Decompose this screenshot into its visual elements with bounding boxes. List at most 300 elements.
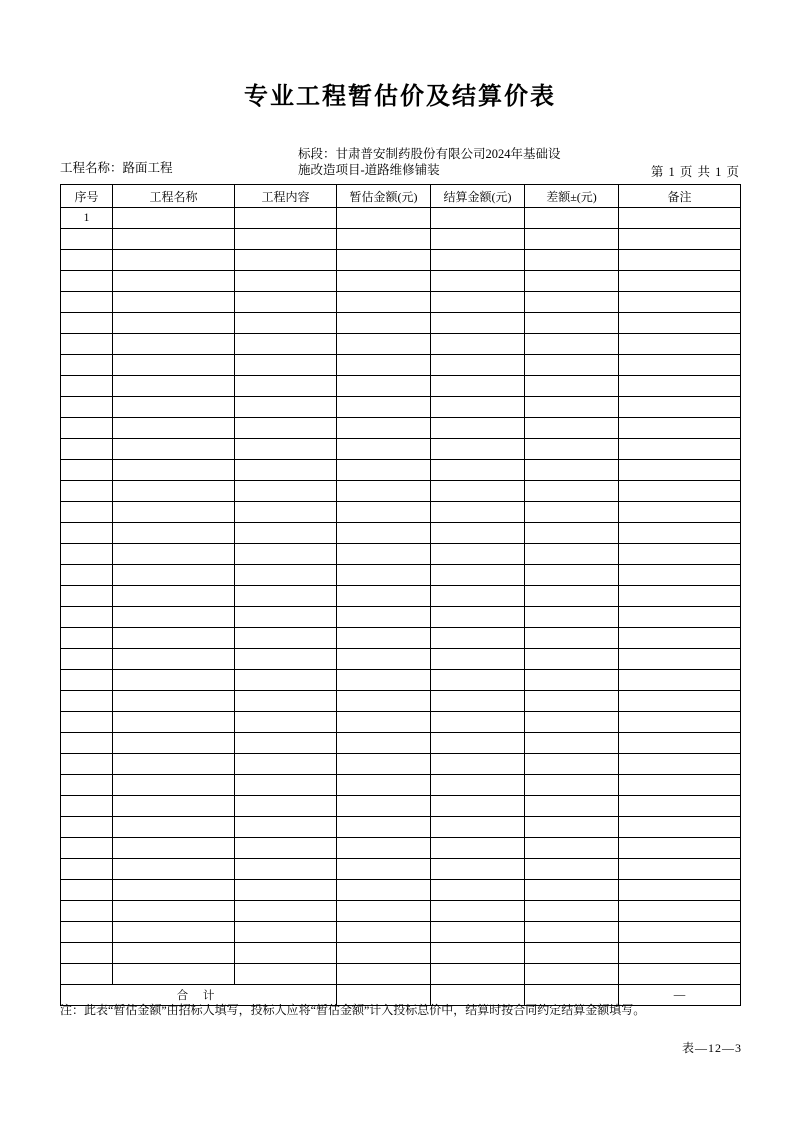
- cell-project-content[interactable]: [235, 901, 337, 922]
- cell-project-name[interactable]: [113, 943, 235, 964]
- cell-remark[interactable]: [619, 901, 741, 922]
- cell-remark[interactable]: [619, 292, 741, 313]
- cell-project-content[interactable]: [235, 607, 337, 628]
- cell-project-name[interactable]: [113, 271, 235, 292]
- total-remark: —: [619, 985, 741, 1006]
- cell-project-content[interactable]: [235, 628, 337, 649]
- cell-project-content[interactable]: [235, 313, 337, 334]
- cell-remark[interactable]: [619, 355, 741, 376]
- cell-difference[interactable]: [525, 670, 619, 691]
- cell-seq[interactable]: [61, 292, 113, 313]
- cell-project-content[interactable]: [235, 964, 337, 985]
- cell-project-content[interactable]: [235, 250, 337, 271]
- cell-seq[interactable]: [61, 859, 113, 880]
- cell-project-name[interactable]: [113, 901, 235, 922]
- cell-seq[interactable]: [61, 544, 113, 565]
- cell-project-content[interactable]: [235, 376, 337, 397]
- table-row[interactable]: [61, 733, 741, 754]
- cell-seq[interactable]: [61, 334, 113, 355]
- cell-settlement-amount[interactable]: [431, 502, 525, 523]
- cell-settlement-amount[interactable]: [431, 922, 525, 943]
- cell-project-name[interactable]: [113, 628, 235, 649]
- cell-project-content[interactable]: [235, 229, 337, 250]
- cell-project-content[interactable]: [235, 397, 337, 418]
- cell-estimated-amount[interactable]: [337, 355, 431, 376]
- table-row[interactable]: [61, 544, 741, 565]
- page-number: 第 1 页 共 1 页: [650, 165, 740, 179]
- cell-difference[interactable]: [525, 544, 619, 565]
- cell-remark[interactable]: [619, 586, 741, 607]
- cell-project-content[interactable]: [235, 922, 337, 943]
- cell-difference[interactable]: [525, 586, 619, 607]
- cell-project-content[interactable]: [235, 355, 337, 376]
- cell-estimated-amount[interactable]: [337, 838, 431, 859]
- cell-remark[interactable]: [619, 964, 741, 985]
- cell-project-content[interactable]: [235, 208, 337, 229]
- cell-settlement-amount[interactable]: [431, 670, 525, 691]
- cell-remark[interactable]: [619, 754, 741, 775]
- cell-difference[interactable]: [525, 355, 619, 376]
- cell-remark[interactable]: [619, 271, 741, 292]
- table-row[interactable]: [61, 208, 741, 229]
- cell-estimated-amount[interactable]: [337, 817, 431, 838]
- cell-difference[interactable]: [525, 376, 619, 397]
- cell-seq[interactable]: [61, 523, 113, 544]
- table-row[interactable]: [61, 355, 741, 376]
- cell-seq[interactable]: [61, 313, 113, 334]
- cell-estimated-amount[interactable]: [337, 964, 431, 985]
- cell-settlement-amount[interactable]: [431, 208, 525, 229]
- cell-settlement-amount[interactable]: [431, 943, 525, 964]
- cell-project-name[interactable]: [113, 544, 235, 565]
- table-row[interactable]: [61, 712, 741, 733]
- cell-seq[interactable]: [61, 628, 113, 649]
- cell-project-name[interactable]: [113, 712, 235, 733]
- cell-estimated-amount[interactable]: [337, 607, 431, 628]
- cell-settlement-amount[interactable]: [431, 460, 525, 481]
- table-row[interactable]: [61, 292, 741, 313]
- cell-estimated-amount[interactable]: [337, 313, 431, 334]
- table-row[interactable]: [61, 607, 741, 628]
- cell-difference[interactable]: [525, 313, 619, 334]
- cell-settlement-amount[interactable]: [431, 901, 525, 922]
- table-row[interactable]: [61, 880, 741, 901]
- cell-seq[interactable]: [61, 250, 113, 271]
- cell-difference[interactable]: [525, 208, 619, 229]
- cell-settlement-amount[interactable]: [431, 733, 525, 754]
- cell-project-name[interactable]: [113, 376, 235, 397]
- cell-difference[interactable]: [525, 964, 619, 985]
- cell-estimated-amount[interactable]: [337, 733, 431, 754]
- cell-estimated-amount[interactable]: [337, 586, 431, 607]
- cell-remark[interactable]: [619, 775, 741, 796]
- cell-project-content[interactable]: [235, 586, 337, 607]
- cell-estimated-amount[interactable]: [337, 691, 431, 712]
- cell-settlement-amount[interactable]: [431, 418, 525, 439]
- table-row[interactable]: [61, 817, 741, 838]
- cell-seq[interactable]: [61, 733, 113, 754]
- cell-remark[interactable]: [619, 523, 741, 544]
- cell-project-name[interactable]: [113, 208, 235, 229]
- cell-seq[interactable]: [61, 376, 113, 397]
- cell-seq[interactable]: [61, 691, 113, 712]
- cell-project-name[interactable]: [113, 649, 235, 670]
- cell-remark[interactable]: [619, 481, 741, 502]
- cell-difference[interactable]: [525, 271, 619, 292]
- cell-project-content[interactable]: [235, 838, 337, 859]
- cell-difference[interactable]: [525, 292, 619, 313]
- cell-estimated-amount[interactable]: [337, 460, 431, 481]
- cell-estimated-amount[interactable]: [337, 334, 431, 355]
- cell-settlement-amount[interactable]: [431, 796, 525, 817]
- cell-difference[interactable]: [525, 691, 619, 712]
- cell-project-content[interactable]: [235, 712, 337, 733]
- cell-difference[interactable]: [525, 796, 619, 817]
- cell-settlement-amount[interactable]: [431, 880, 525, 901]
- cell-difference[interactable]: [525, 754, 619, 775]
- cell-project-name[interactable]: [113, 460, 235, 481]
- cell-seq[interactable]: [61, 502, 113, 523]
- cell-settlement-amount[interactable]: [431, 334, 525, 355]
- cell-settlement-amount[interactable]: [431, 250, 525, 271]
- cell-estimated-amount[interactable]: [337, 775, 431, 796]
- cell-remark[interactable]: [619, 229, 741, 250]
- table-row[interactable]: [61, 397, 741, 418]
- cell-seq[interactable]: [61, 607, 113, 628]
- cell-project-name[interactable]: [113, 775, 235, 796]
- cell-project-name[interactable]: [113, 691, 235, 712]
- cell-project-name[interactable]: [113, 922, 235, 943]
- cell-remark[interactable]: [619, 334, 741, 355]
- column-header-project-content: 工程内容: [235, 185, 337, 208]
- estimate-table: [60, 184, 741, 1006]
- cell-estimated-amount[interactable]: [337, 544, 431, 565]
- cell-remark[interactable]: [619, 796, 741, 817]
- table-row[interactable]: [61, 586, 741, 607]
- cell-estimated-amount[interactable]: [337, 250, 431, 271]
- cell-project-name[interactable]: [113, 313, 235, 334]
- cell-remark[interactable]: [619, 607, 741, 628]
- table-row[interactable]: [61, 271, 741, 292]
- table-row[interactable]: [61, 838, 741, 859]
- cell-estimated-amount[interactable]: [337, 901, 431, 922]
- cell-difference[interactable]: [525, 418, 619, 439]
- cell-difference[interactable]: [525, 481, 619, 502]
- cell-settlement-amount[interactable]: [431, 271, 525, 292]
- table-row[interactable]: [61, 943, 741, 964]
- cell-project-content[interactable]: [235, 502, 337, 523]
- cell-settlement-amount[interactable]: [431, 817, 525, 838]
- cell-project-content[interactable]: [235, 418, 337, 439]
- cell-project-content[interactable]: [235, 943, 337, 964]
- cell-estimated-amount[interactable]: [337, 418, 431, 439]
- cell-difference[interactable]: [525, 334, 619, 355]
- cell-settlement-amount[interactable]: [431, 376, 525, 397]
- cell-project-content[interactable]: [235, 817, 337, 838]
- cell-difference[interactable]: [525, 649, 619, 670]
- cell-project-name[interactable]: [113, 418, 235, 439]
- cell-remark[interactable]: [619, 460, 741, 481]
- table-row[interactable]: [61, 502, 741, 523]
- cell-estimated-amount[interactable]: [337, 649, 431, 670]
- table-row[interactable]: [61, 439, 741, 460]
- cell-settlement-amount[interactable]: [431, 607, 525, 628]
- cell-settlement-amount[interactable]: [431, 229, 525, 250]
- cell-difference[interactable]: [525, 712, 619, 733]
- cell-project-name[interactable]: [113, 439, 235, 460]
- cell-project-content[interactable]: [235, 796, 337, 817]
- cell-project-name[interactable]: [113, 754, 235, 775]
- cell-seq[interactable]: [61, 775, 113, 796]
- cell-difference[interactable]: [525, 439, 619, 460]
- cell-difference[interactable]: [525, 460, 619, 481]
- cell-settlement-amount[interactable]: [431, 439, 525, 460]
- cell-settlement-amount[interactable]: [431, 481, 525, 502]
- cell-remark[interactable]: [619, 250, 741, 271]
- cell-estimated-amount[interactable]: [337, 523, 431, 544]
- table-row[interactable]: [61, 922, 741, 943]
- cell-project-content[interactable]: [235, 775, 337, 796]
- cell-difference[interactable]: [525, 733, 619, 754]
- cell-remark[interactable]: [619, 565, 741, 586]
- table-row[interactable]: [61, 649, 741, 670]
- cell-settlement-amount[interactable]: [431, 355, 525, 376]
- cell-settlement-amount[interactable]: [431, 565, 525, 586]
- cell-project-name[interactable]: [113, 502, 235, 523]
- table-row[interactable]: [61, 754, 741, 775]
- cell-seq[interactable]: [61, 901, 113, 922]
- cell-settlement-amount[interactable]: [431, 292, 525, 313]
- table-row[interactable]: [61, 313, 741, 334]
- table-row[interactable]: [61, 565, 741, 586]
- cell-project-content[interactable]: [235, 880, 337, 901]
- cell-remark[interactable]: [619, 922, 741, 943]
- cell-estimated-amount[interactable]: [337, 712, 431, 733]
- cell-seq[interactable]: [61, 460, 113, 481]
- cell-project-content[interactable]: [235, 460, 337, 481]
- cell-estimated-amount[interactable]: [337, 397, 431, 418]
- cell-settlement-amount[interactable]: [431, 754, 525, 775]
- cell-remark[interactable]: [619, 502, 741, 523]
- cell-project-content[interactable]: [235, 565, 337, 586]
- cell-seq[interactable]: [61, 586, 113, 607]
- table-row[interactable]: [61, 796, 741, 817]
- table-row[interactable]: [61, 859, 741, 880]
- cell-difference[interactable]: [525, 502, 619, 523]
- cell-project-content[interactable]: [235, 523, 337, 544]
- cell-project-content[interactable]: [235, 670, 337, 691]
- cell-remark[interactable]: [619, 628, 741, 649]
- cell-settlement-amount[interactable]: [431, 586, 525, 607]
- cell-estimated-amount[interactable]: [337, 754, 431, 775]
- cell-estimated-amount[interactable]: [337, 628, 431, 649]
- cell-difference[interactable]: [525, 523, 619, 544]
- cell-project-content[interactable]: [235, 649, 337, 670]
- cell-remark[interactable]: [619, 733, 741, 754]
- cell-seq[interactable]: [61, 880, 113, 901]
- cell-seq[interactable]: 1: [61, 208, 113, 229]
- table-row[interactable]: [61, 670, 741, 691]
- cell-difference[interactable]: [525, 607, 619, 628]
- cell-remark[interactable]: [619, 208, 741, 229]
- cell-project-content[interactable]: [235, 481, 337, 502]
- cell-difference[interactable]: [525, 922, 619, 943]
- cell-difference[interactable]: [525, 901, 619, 922]
- cell-seq[interactable]: [61, 964, 113, 985]
- cell-estimated-amount[interactable]: [337, 796, 431, 817]
- cell-settlement-amount[interactable]: [431, 775, 525, 796]
- cell-estimated-amount[interactable]: [337, 292, 431, 313]
- table-row[interactable]: [61, 229, 741, 250]
- cell-remark[interactable]: [619, 859, 741, 880]
- cell-seq[interactable]: [61, 754, 113, 775]
- cell-estimated-amount[interactable]: [337, 922, 431, 943]
- cell-project-name[interactable]: [113, 397, 235, 418]
- cell-project-name[interactable]: [113, 670, 235, 691]
- cell-remark[interactable]: [619, 670, 741, 691]
- cell-remark[interactable]: [619, 712, 741, 733]
- cell-estimated-amount[interactable]: [337, 439, 431, 460]
- cell-estimated-amount[interactable]: [337, 271, 431, 292]
- cell-difference[interactable]: [525, 838, 619, 859]
- table-row[interactable]: [61, 460, 741, 481]
- cell-settlement-amount[interactable]: [431, 691, 525, 712]
- table-row[interactable]: [61, 628, 741, 649]
- cell-project-name[interactable]: [113, 964, 235, 985]
- cell-remark[interactable]: [619, 544, 741, 565]
- cell-project-name[interactable]: [113, 586, 235, 607]
- cell-remark[interactable]: [619, 397, 741, 418]
- cell-difference[interactable]: [525, 817, 619, 838]
- table-row[interactable]: [61, 481, 741, 502]
- cell-estimated-amount[interactable]: [337, 376, 431, 397]
- cell-difference[interactable]: [525, 775, 619, 796]
- cell-remark[interactable]: [619, 817, 741, 838]
- table-row[interactable]: [61, 901, 741, 922]
- cell-project-name[interactable]: [113, 292, 235, 313]
- cell-settlement-amount[interactable]: [431, 649, 525, 670]
- table-row[interactable]: [61, 250, 741, 271]
- cell-remark[interactable]: [619, 880, 741, 901]
- table-row[interactable]: [61, 523, 741, 544]
- cell-project-content[interactable]: [235, 544, 337, 565]
- cell-project-content[interactable]: [235, 334, 337, 355]
- cell-seq[interactable]: [61, 943, 113, 964]
- cell-seq[interactable]: [61, 670, 113, 691]
- cell-project-content[interactable]: [235, 439, 337, 460]
- cell-project-name[interactable]: [113, 334, 235, 355]
- cell-settlement-amount[interactable]: [431, 838, 525, 859]
- cell-project-name[interactable]: [113, 481, 235, 502]
- cell-settlement-amount[interactable]: [431, 544, 525, 565]
- cell-estimated-amount[interactable]: [337, 670, 431, 691]
- cell-seq[interactable]: [61, 229, 113, 250]
- cell-project-content[interactable]: [235, 754, 337, 775]
- cell-seq[interactable]: [61, 838, 113, 859]
- cell-remark[interactable]: [619, 838, 741, 859]
- cell-seq[interactable]: [61, 922, 113, 943]
- cell-project-name[interactable]: [113, 859, 235, 880]
- cell-seq[interactable]: [61, 271, 113, 292]
- cell-seq[interactable]: [61, 397, 113, 418]
- cell-difference[interactable]: [525, 565, 619, 586]
- cell-project-name[interactable]: [113, 607, 235, 628]
- cell-settlement-amount[interactable]: [431, 313, 525, 334]
- cell-settlement-amount[interactable]: [431, 397, 525, 418]
- table-row[interactable]: [61, 964, 741, 985]
- cell-seq[interactable]: [61, 481, 113, 502]
- cell-difference[interactable]: [525, 250, 619, 271]
- cell-difference[interactable]: [525, 943, 619, 964]
- cell-project-content[interactable]: [235, 292, 337, 313]
- cell-difference[interactable]: [525, 880, 619, 901]
- cell-project-name[interactable]: [113, 229, 235, 250]
- cell-seq[interactable]: [61, 355, 113, 376]
- cell-seq[interactable]: [61, 439, 113, 460]
- cell-estimated-amount[interactable]: [337, 502, 431, 523]
- table-row[interactable]: [61, 691, 741, 712]
- cell-estimated-amount[interactable]: [337, 481, 431, 502]
- cell-difference[interactable]: [525, 229, 619, 250]
- cell-seq[interactable]: [61, 796, 113, 817]
- cell-project-name[interactable]: [113, 565, 235, 586]
- cell-estimated-amount[interactable]: [337, 880, 431, 901]
- cell-project-content[interactable]: [235, 733, 337, 754]
- cell-seq[interactable]: [61, 418, 113, 439]
- cell-project-content[interactable]: [235, 271, 337, 292]
- cell-estimated-amount[interactable]: [337, 943, 431, 964]
- cell-project-name[interactable]: [113, 880, 235, 901]
- table-row[interactable]: [61, 376, 741, 397]
- cell-project-content[interactable]: [235, 691, 337, 712]
- cell-difference[interactable]: [525, 628, 619, 649]
- cell-settlement-amount[interactable]: [431, 523, 525, 544]
- table-row[interactable]: [61, 334, 741, 355]
- cell-seq[interactable]: [61, 649, 113, 670]
- cell-remark[interactable]: [619, 439, 741, 460]
- cell-project-name[interactable]: [113, 523, 235, 544]
- cell-remark[interactable]: [619, 649, 741, 670]
- cell-seq[interactable]: [61, 712, 113, 733]
- cell-project-content[interactable]: [235, 859, 337, 880]
- cell-estimated-amount[interactable]: [337, 565, 431, 586]
- cell-remark[interactable]: [619, 418, 741, 439]
- cell-difference[interactable]: [525, 859, 619, 880]
- table-row[interactable]: [61, 418, 741, 439]
- cell-settlement-amount[interactable]: [431, 964, 525, 985]
- cell-estimated-amount[interactable]: [337, 859, 431, 880]
- cell-remark[interactable]: [619, 943, 741, 964]
- cell-estimated-amount[interactable]: [337, 208, 431, 229]
- cell-settlement-amount[interactable]: [431, 859, 525, 880]
- cell-remark[interactable]: [619, 691, 741, 712]
- cell-project-name[interactable]: [113, 250, 235, 271]
- cell-remark[interactable]: [619, 313, 741, 334]
- cell-remark[interactable]: [619, 376, 741, 397]
- cell-settlement-amount[interactable]: [431, 628, 525, 649]
- cell-project-name[interactable]: [113, 796, 235, 817]
- cell-project-name[interactable]: [113, 838, 235, 859]
- cell-settlement-amount[interactable]: [431, 712, 525, 733]
- cell-seq[interactable]: [61, 565, 113, 586]
- table-row[interactable]: [61, 775, 741, 796]
- cell-project-name[interactable]: [113, 817, 235, 838]
- cell-seq[interactable]: [61, 817, 113, 838]
- cell-estimated-amount[interactable]: [337, 229, 431, 250]
- cell-project-name[interactable]: [113, 355, 235, 376]
- cell-project-name[interactable]: [113, 733, 235, 754]
- cell-difference[interactable]: [525, 397, 619, 418]
